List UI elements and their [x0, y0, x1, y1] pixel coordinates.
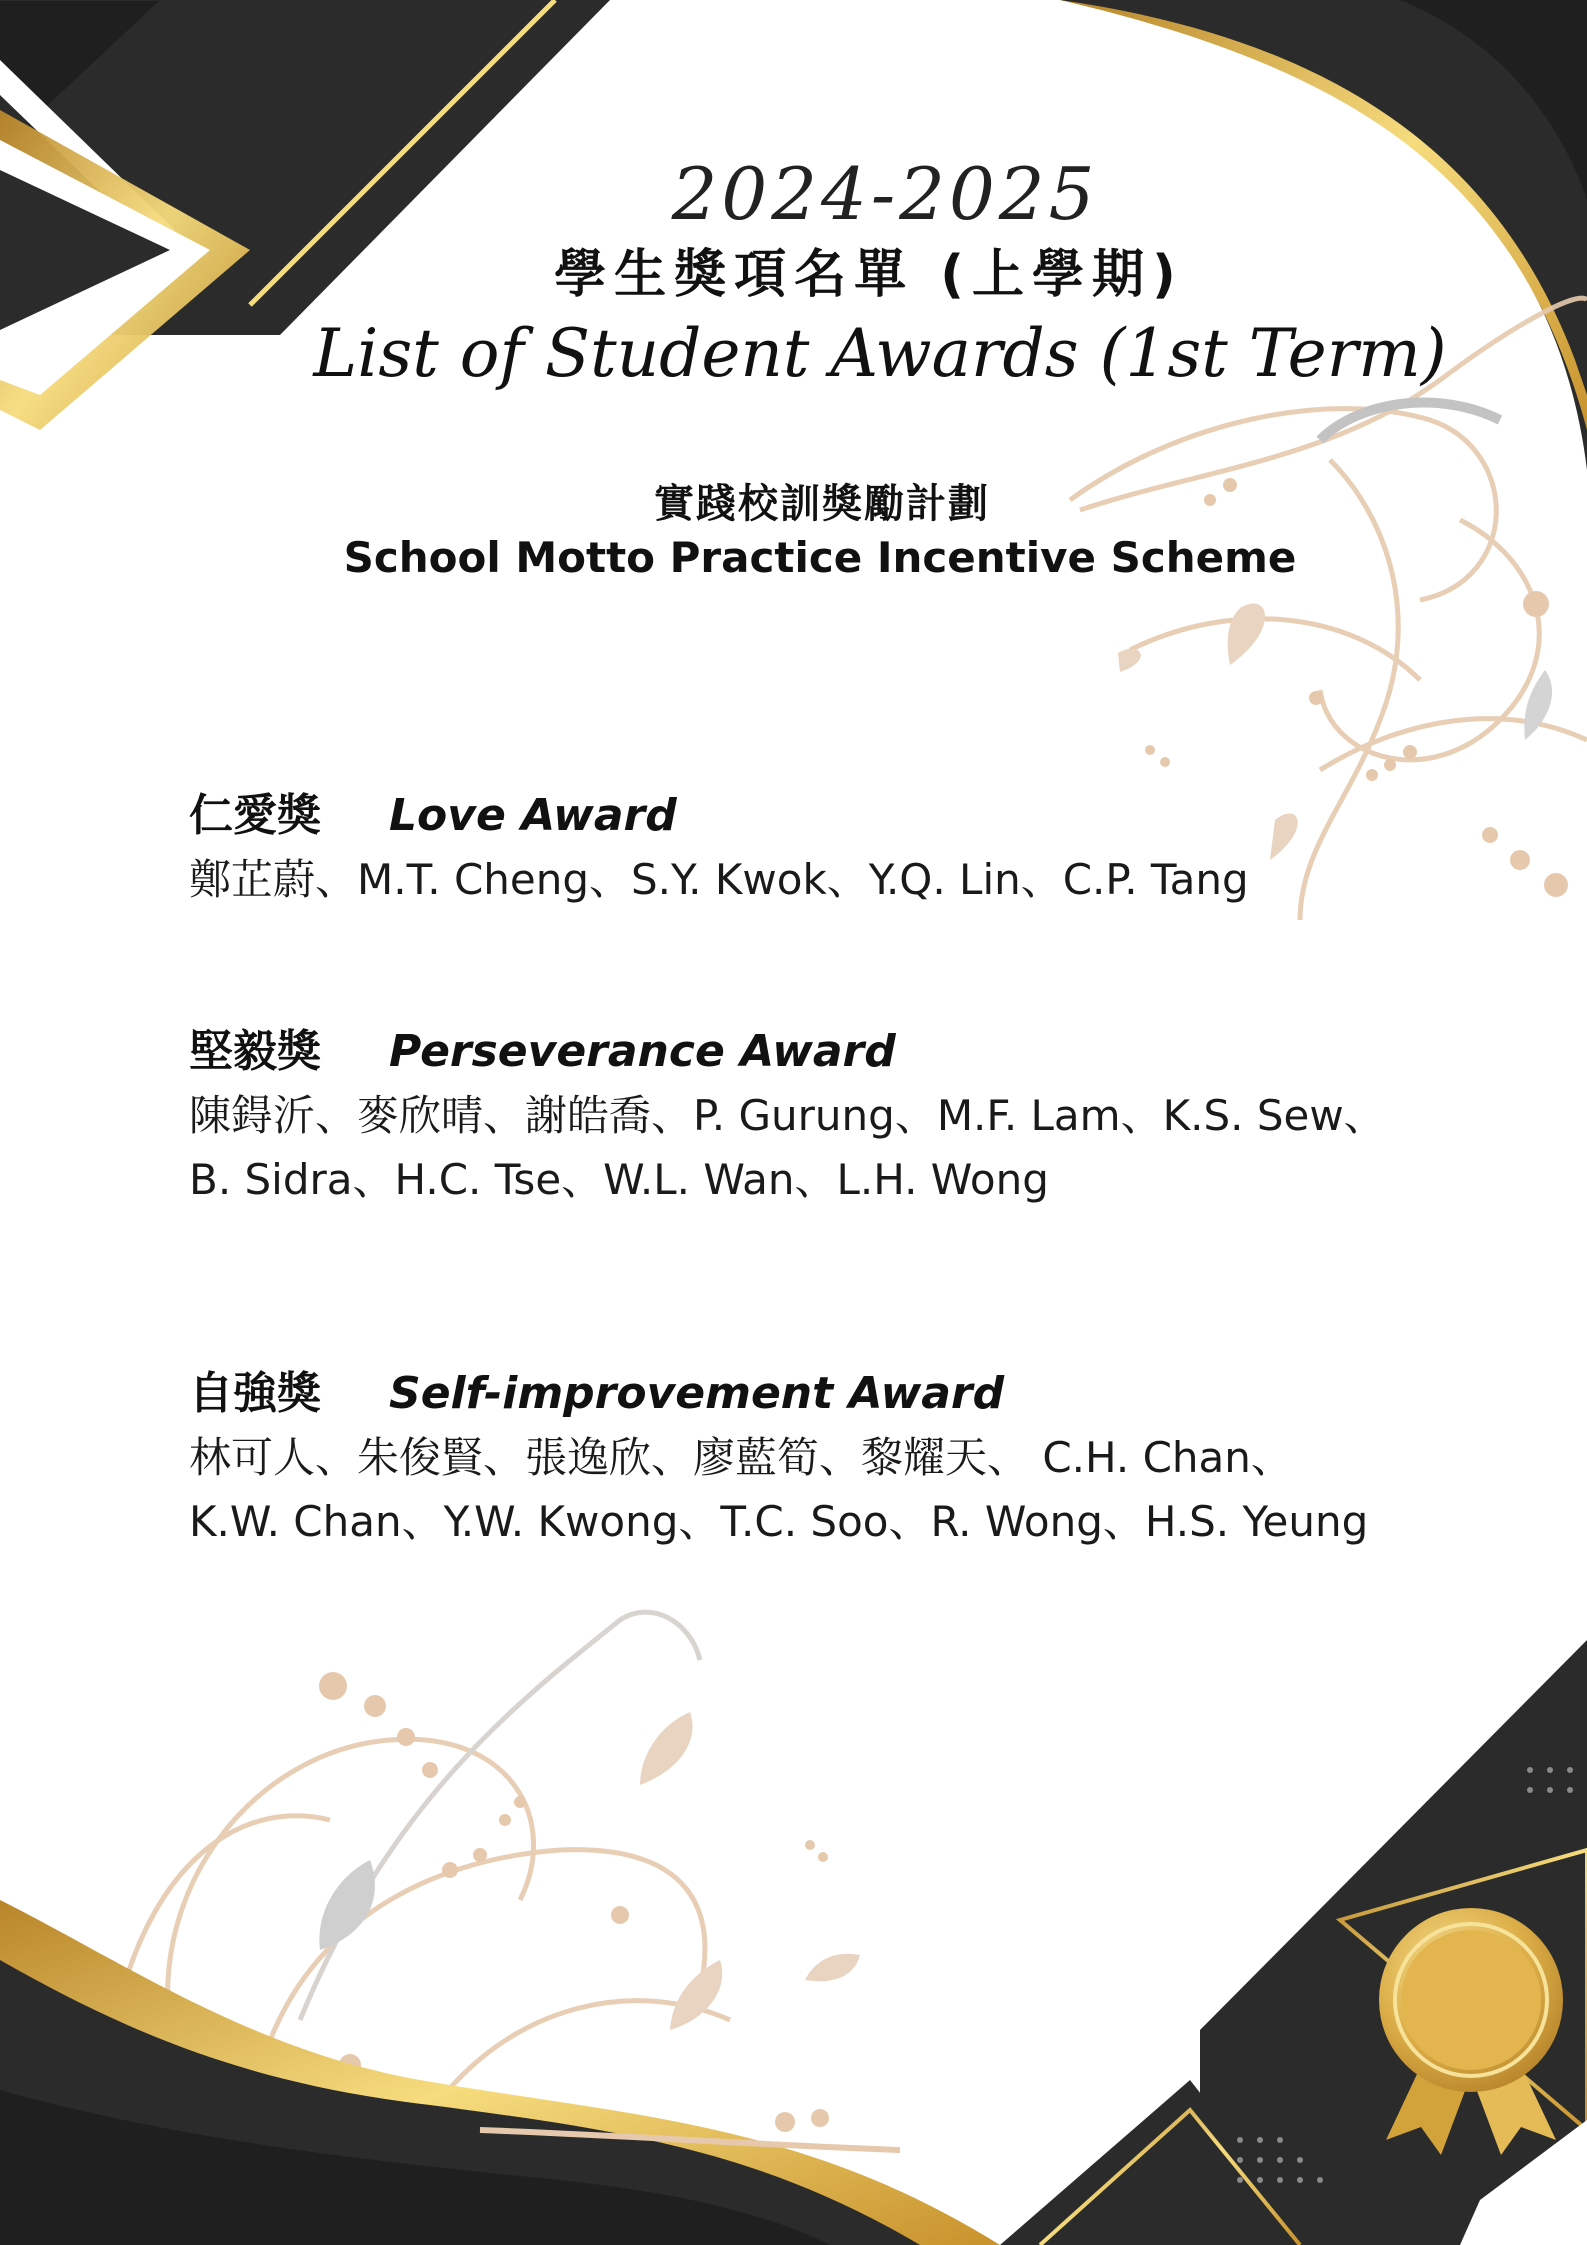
award-recipients: B. Sidra、H.C. Tse、W.L. Wan、L.H. Wong	[189, 1155, 1049, 1204]
bottom-wave-ornament	[0, 1900, 1000, 2245]
gold-medal-ribbon-icon	[1366, 1905, 1576, 2155]
award-section-love	[189, 784, 1529, 912]
award-name-english: Self-improvement Award	[389, 1368, 1005, 1419]
award-section-self-improvement	[189, 1362, 1529, 1554]
award-recipients: 鄭芷蔚、M.T. Cheng、S.Y. Kwok、Y.Q. Lin、C.P. Tang	[189, 855, 1249, 904]
award-name-chinese: 堅毅獎	[189, 1026, 321, 1077]
title-chinese: 學生獎項名單 (上學期)	[554, 245, 1184, 305]
school-year: 2024-2025	[671, 152, 1099, 236]
award-recipients: K.W. Chan、Y.W. Kwong、T.C. Soo、R. Wong、H.S. Yeung	[189, 1497, 1369, 1546]
award-recipients: 陳鍀沂、麥欣晴、謝皓喬、P. Gurung、M.F. Lam、K.S. Sew、	[189, 1091, 1386, 1140]
award-recipients: 林可人、朱俊賢、張逸欣、廖藍筍、黎耀天、 C.H. Chan、	[189, 1433, 1293, 1482]
scheme-name-chinese: 實踐校訓獎勵計劃	[654, 481, 990, 527]
scheme-name-english: School Motto Practice Incentive Scheme	[343, 533, 1297, 582]
title-english: List of Student Awards (1st Term)	[313, 315, 1447, 392]
award-name-english: Perseverance Award	[389, 1026, 896, 1077]
award-heading	[189, 1362, 1529, 1426]
award-heading	[189, 1020, 1529, 1084]
leaf-bottom-left	[164, 1712, 860, 2085]
award-name-chinese: 仁愛獎	[189, 790, 321, 841]
award-section-perseverance	[189, 1020, 1529, 1212]
award-name-chinese: 自強獎	[189, 1368, 321, 1419]
award-heading	[189, 784, 1529, 848]
award-name-english: Love Award	[389, 790, 677, 841]
